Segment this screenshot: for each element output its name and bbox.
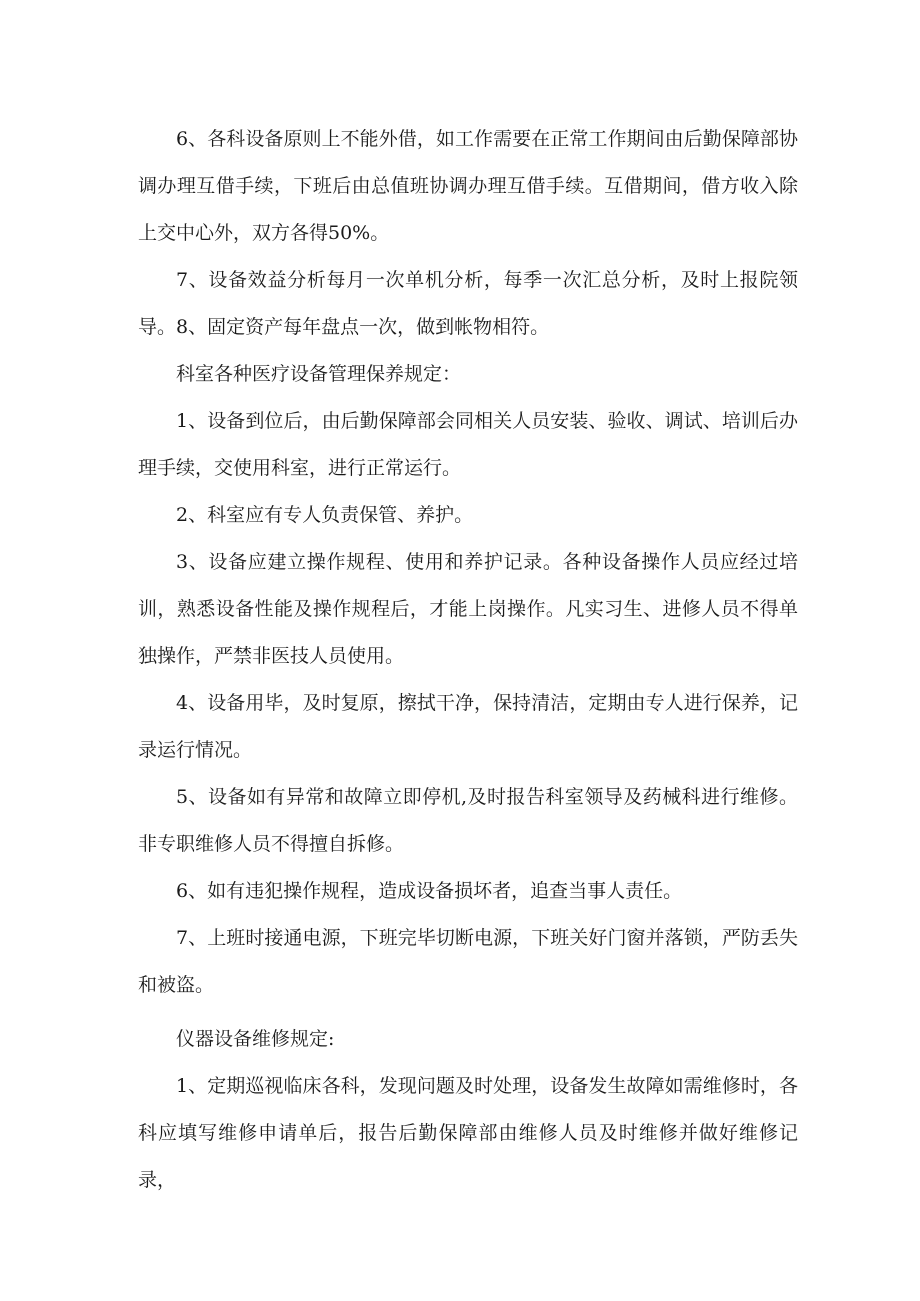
- paragraph-device-lending: 6、各科设备原则上不能外借，如工作需要在正常工作期间由后勤保障部协调办理互借手续，下班后由总值班协调办理互借手续。互借期间，借方收入除上交中心外，双方各得50%。: [138, 128, 798, 244]
- paragraph-violation: 6、如有违犯操作规程，造成设备损坏者，追查当事人责任。: [176, 880, 683, 902]
- paragraph-installation: 1、设备到位后，由后勤保障部会同相关人员安装、验收、调试、培训后办理手续，交使用科室，进行正常运行。: [138, 410, 798, 479]
- section-heading-repair-rules: 仪器设备维修规定:: [176, 1028, 335, 1050]
- paragraph-repair-procedure: 1、定期巡视临床各科，发现问题及时处理，设备发生故障如需维修时，各科应填写维修申请单后，报告后勤保障部由维修人员及时维修并做好维修记录，: [138, 1075, 798, 1191]
- paragraph-operating-procedures: 3、设备应建立操作规程、使用和养护记录。各种设备操作人员应经过培训，熟悉设备性能及操作规程后，才能上岗操作。凡实习生、进修人员不得单独操作，严禁非医技人员使用。: [138, 551, 798, 667]
- paragraph-after-use: 4、设备用毕，及时复原，擦拭干净，保持清洁，定期由专人进行保养，记录运行情况。: [138, 692, 798, 761]
- paragraph-dedicated-custodian: 2、科室应有专人负责保管、养护。: [176, 504, 474, 526]
- paragraph-malfunction: 5、设备如有异常和故障立即停机,及时报告科室领导及药械科进行维修。非专职维修人员不得擅自拆修。: [138, 786, 798, 855]
- section-heading-maintenance-rules: 科室各种医疗设备管理保养规定：: [176, 363, 462, 385]
- paragraph-benefit-analysis: 7、设备效益分析每月一次单机分析，每季一次汇总分析，及时上报院领导。: [138, 269, 798, 338]
- paragraph-asset-inventory: 8、固定资产每年盘点一次，做到帐物相符。: [176, 316, 550, 338]
- paragraph-power-security: 7、上班时接通电源，下班完毕切断电源，下班关好门窗并落锁，严防丢失和被盗。: [138, 927, 798, 996]
